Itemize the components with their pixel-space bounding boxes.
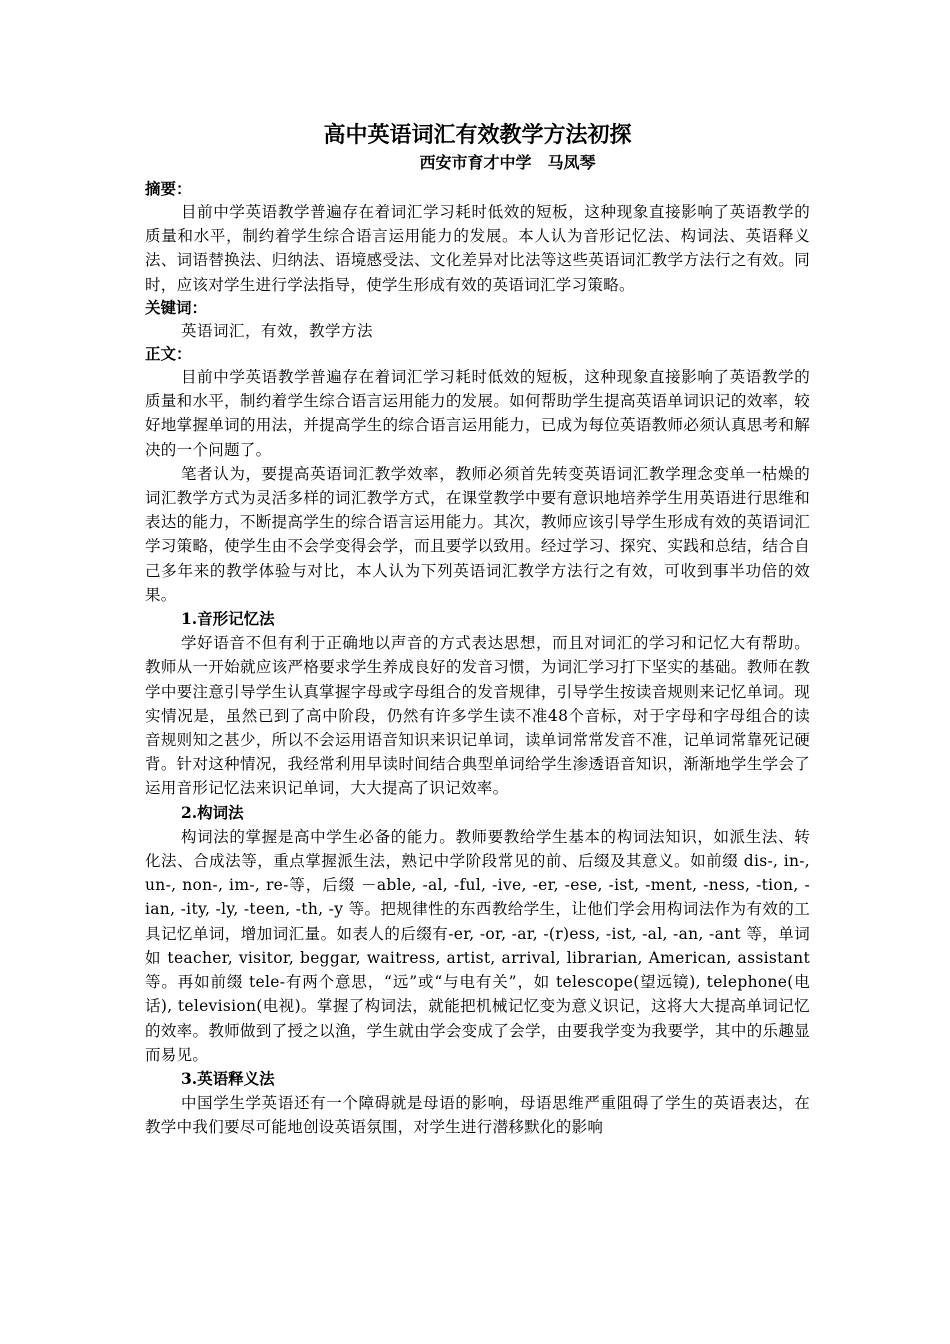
- body-paragraph: 笔者认为，要提高英语词汇教学效率，教师必须首先转变英语词汇教学理念变单一枯燥的词汇教学方式为灵活多样的词汇教学方式，在课堂教学中要有意识地培养学生用英语进行思维和表达的能力，不断提高学生的综合语言运用能力。其次，教师应该引导学生形成有效的英语词汇学习策略，使学生由不会学变得会学，而且要学以致用。经过学习、探究、实践和总结，结合自己多年来的教学体验与对比，本人认为下列英语词汇教学方法行之有效，可收到事半功倍的效果。: [145, 464, 810, 604]
- body-paragraph: 目前中学英语教学普遍存在着词汇学习耗时低效的短板，这种现象直接影响了英语教学的质量和水平，制约着学生综合语言运用能力的发展。如何帮助学生提高英语单词识记的效率，较好地掌握单词的用法，并提高学生的综合语言运用能力，已成为每位英语教师必须认真思考和解决的一个问题了。: [145, 368, 810, 459]
- section-heading: 1.音形记忆法: [181, 609, 275, 629]
- section-paragraph: 学好语音不但有利于正确地以声音的方式表达思想，而且对词汇的学习和记忆大有帮助。教师从一开始就应该严格要求学生养成良好的发音习惯，为词汇学习打下坚实的基础。教师在教学中要注意引导学生认真掌握字母或字母组合的发音规律，引导学生按读音规则来记忆单词。现实情况是，虽然已到了高中阶段，仍然有许多学生读不准48个音标，对于字母和字母组合的读音规则知之甚少，所以不会运用语音知识来识记单词，读单词常常发音不准，记单词常靠死记硬背。针对这种情况，我经常利用早读时间结合典型单词给学生渗透语音知识，渐渐地学生学会了运用音形记忆法来识记单词，大大提高了识记效率。: [145, 634, 810, 798]
- document-title: 高中英语词汇有效教学方法初探: [323, 123, 632, 148]
- abstract-text: 目前中学英语教学普遍存在着词汇学习耗时低效的短板，这种现象直接影响了英语教学的质量和水平，制约着学生综合语言运用能力的发展。本人认为音形记忆法、构词法、英语释义法、词语替换法、归纳法、语境感受法、文化差异对比法等这些英语词汇教学方法行之有效。同时，应该对学生进行学法指导，使学生形成有效的英语词汇学习策略。: [145, 203, 810, 294]
- keywords-text: 英语词汇，有效，教学方法: [181, 321, 374, 340]
- document-page: [145, 120, 810, 1140]
- author-line: 西安市育才中学 马凤琴: [419, 153, 596, 172]
- body-label: 正文：: [145, 345, 192, 364]
- keywords-label: 关键词：: [145, 298, 208, 317]
- section-paragraph: 构词法的掌握是高中学生必备的能力。教师要教给学生基本的构词法知识，如派生法、转化法、合成法等，重点掌握派生法，熟记中学阶段常见的前、后缀及其意义。如前缀 dis-, in-, un-, non-, im-, re-等，后缀 －able, -al, -ful, -ive, -er, -ese, -ist, -ment, -ness, -tion, -ian, -ity, -ly, -teen, -th, -y 等。把规律性的东西教给学生，让他们学会用构词法作为有效的工具记忆单词，增加词汇量。如表人的后缀有-er, -or, -ar, -(r)ess, -ist, -al, -an, -ant 等，单词如 teacher, visitor, beggar, waitress, artist, arrival, librarian, American, assistant 等。再如前缀 tele-有两个意思，“远”或“与电有关”，如 telescope(望远镜), telephone(电话), television(电视)。掌握了构词法，就能把机械记忆变为意义识记，这将大大提高单词记忆的效率。教师做到了授之以渔，学生就由学会变成了会学，由要我学变为我要学，其中的乐趣显而易见。: [145, 827, 810, 1064]
- section-heading: 2.构词法: [181, 802, 244, 822]
- abstract-label: 摘要：: [145, 180, 192, 198]
- section-heading: 3.英语释义法: [181, 1068, 275, 1088]
- section-paragraph: 中国学生学英语还有一个障碍就是母语的影响，母语思维严重阻碍了学生的英语表达，在教学中我们要尽可能地创设英语氛围，对学生进行潜移默化的影响: [145, 1094, 810, 1137]
